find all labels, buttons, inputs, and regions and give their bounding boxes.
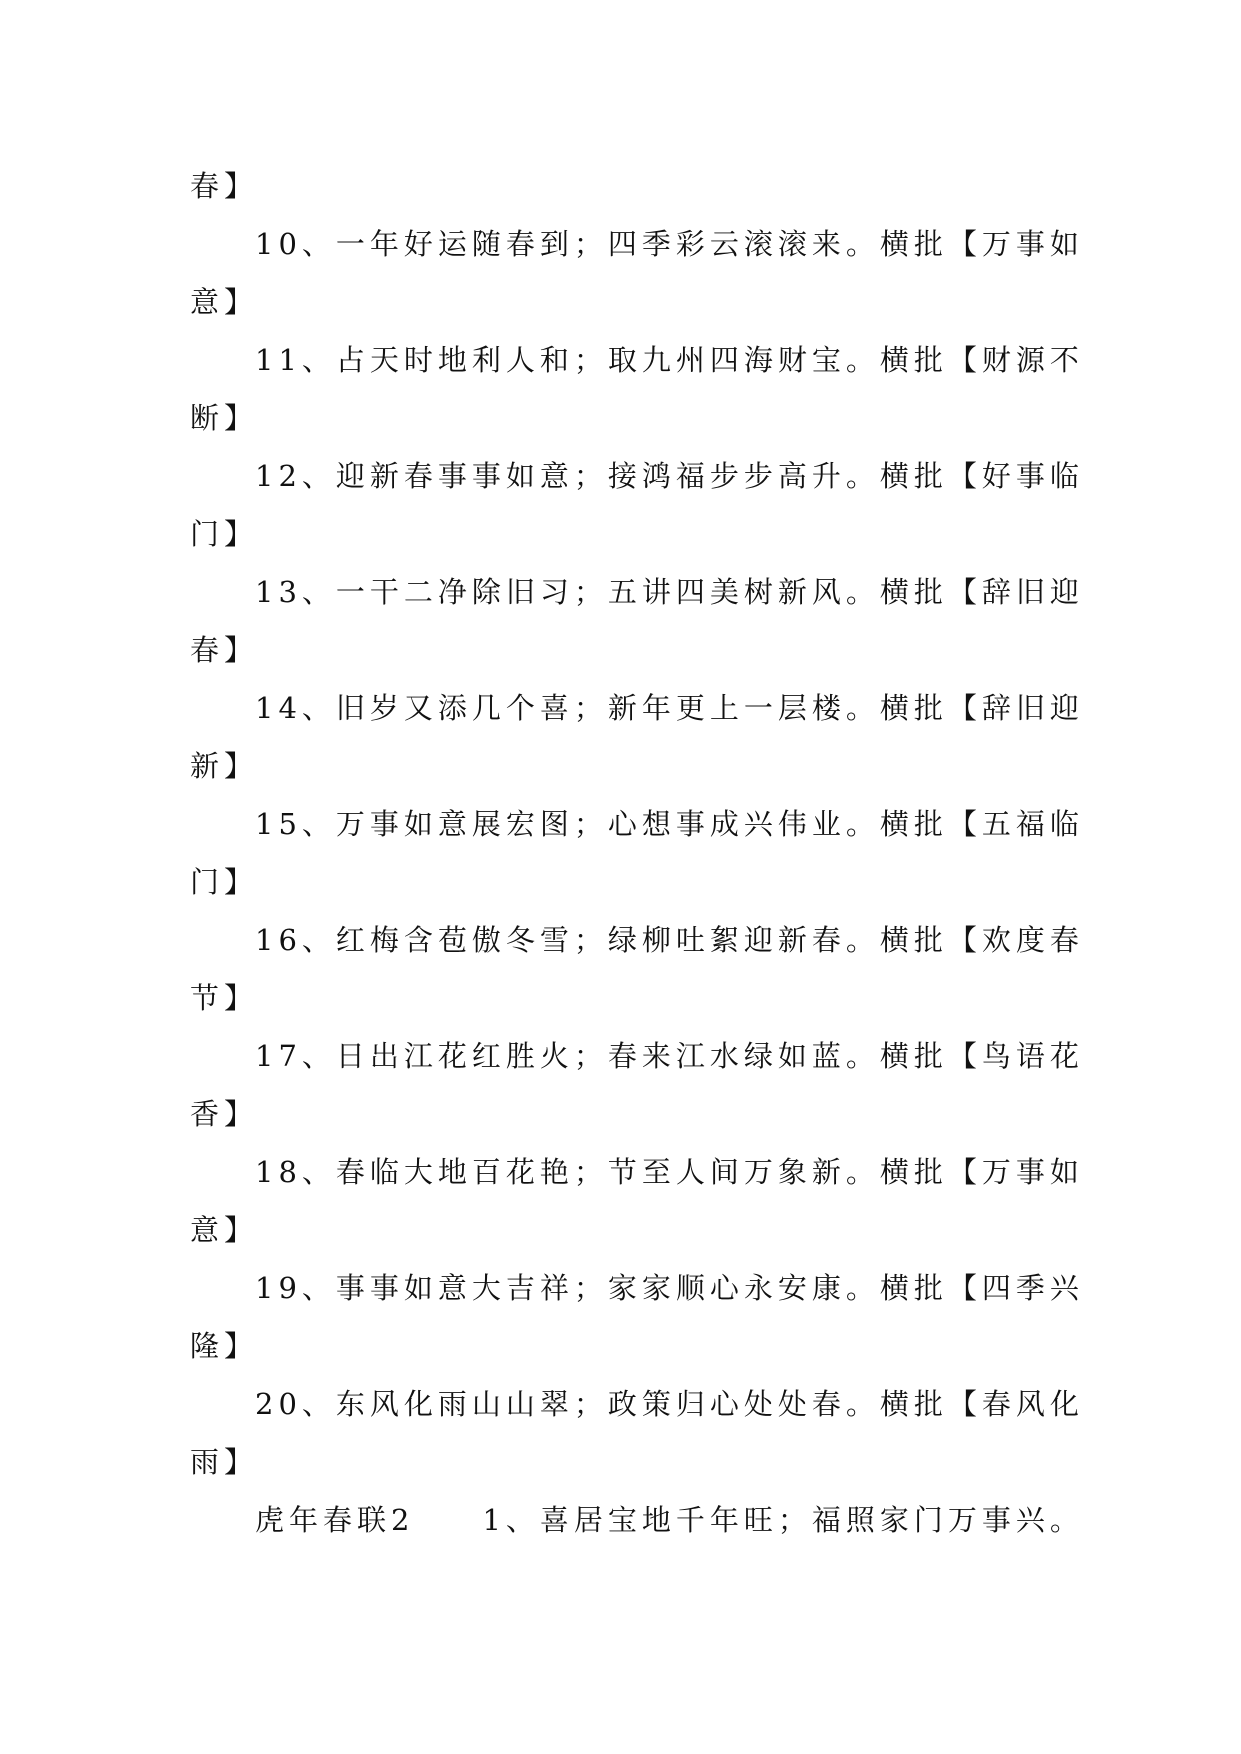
text-line: 13、一干二净除旧习；五讲四美树新风。横批【辞旧迎 [255,575,1084,609]
text-line: 11、占天时地利人和；取九州四海财宝。横批【财源不 [255,343,1084,377]
text-line: 16、红梅含苞傲冬雪；绿柳吐絮迎新春。横批【欢度春 [255,923,1084,957]
text-line: 新】 [190,749,259,783]
text-line: 意】 [190,285,259,319]
text-line: 虎年春联2 1、喜居宝地千年旺；福照家门万事兴。 [255,1503,1084,1537]
text-line: 20、东风化雨山山翠；政策归心处处春。横批【春风化 [255,1387,1084,1421]
text-line: 春】 [190,633,259,667]
text-line: 15、万事如意展宏图；心想事成兴伟业。横批【五福临 [255,807,1084,841]
text-line: 10、一年好运随春到；四季彩云滚滚来。横批【万事如 [255,227,1084,261]
text-line: 断】 [190,401,259,435]
text-line: 隆】 [190,1329,259,1363]
text-line: 雨】 [190,1445,259,1479]
text-line: 意】 [190,1213,259,1247]
text-line: 19、事事如意大吉祥；家家顺心永安康。横批【四季兴 [255,1271,1084,1305]
text-line: 门】 [190,517,259,551]
text-line: 节】 [190,981,259,1015]
text-line: 17、日出江花红胜火；春来江水绿如蓝。横批【鸟语花 [255,1039,1084,1073]
text-line: 春】 [190,169,259,203]
text-line: 18、春临大地百花艳；节至人间万象新。横批【万事如 [255,1155,1084,1189]
text-line: 12、迎新春事事如意；接鸿福步步高升。横批【好事临 [255,459,1084,493]
text-line: 门】 [190,865,259,899]
text-line: 香】 [190,1097,259,1131]
text-line: 14、旧岁又添几个喜；新年更上一层楼。横批【辞旧迎 [255,691,1084,725]
